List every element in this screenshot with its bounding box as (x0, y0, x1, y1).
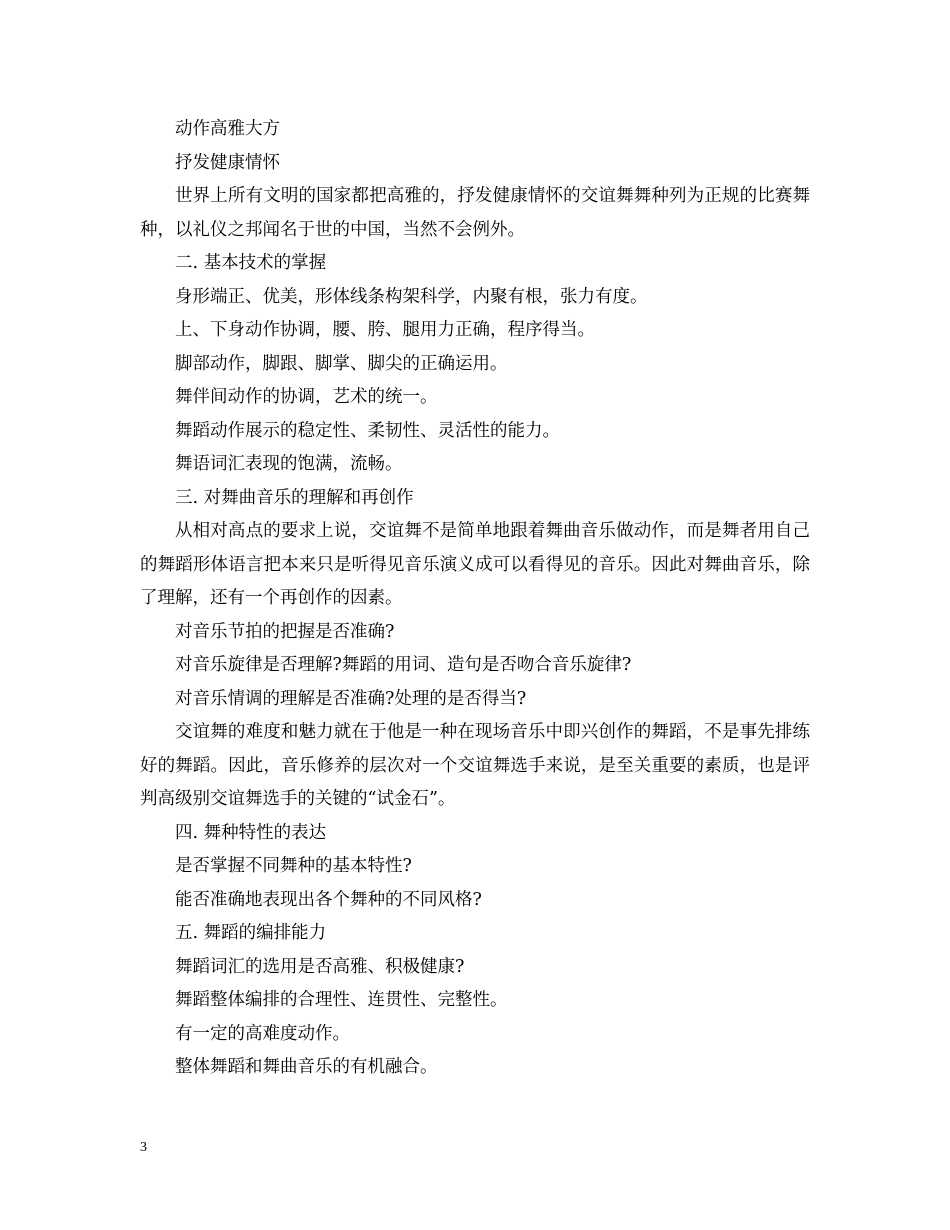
section-heading: 四. 舞种特性的表达 (175, 822, 327, 843)
section-heading: 三. 对舞曲音乐的理解和再创作 (175, 487, 414, 508)
paragraph: 交谊舞的难度和魅力就在于他是一种在现场音乐中即兴创作的舞蹈，不是事先排练好的舞蹈。因此，音乐修养的层次对一个交谊舞选手来说，是至关重要的素质，也是评判高级别交谊舞选手的关键的“试金石”。 (140, 722, 810, 809)
paragraph: 世界上所有文明的国家都把高雅的，抒发健康情怀的交谊舞舞种列为正规的比赛舞种，以礼仪之邦闻名于世的中国，当然不会例外。 (140, 186, 810, 240)
paragraph: 动作高雅大方 (175, 119, 280, 139)
paragraph: 有一定的高难度动作。 (175, 1023, 350, 1044)
paragraph: 舞语词汇表现的饱满，流畅。 (175, 454, 403, 474)
paragraph: 舞蹈动作展示的稳定性、柔韧性、灵活性的能力。 (175, 420, 560, 441)
document-body (140, 113, 810, 1085)
paragraph: 从相对高点的要求上说，交谊舞不是简单地跟着舞曲音乐做动作，而是舞者用自己的舞蹈形体语言把本来只是听得见音乐演义成可以看得见的音乐。因此对舞曲音乐，除了理解，还有一个再创作的因素。 (140, 521, 810, 608)
section-heading: 二. 基本技术的掌握 (175, 253, 327, 273)
paragraph: 对音乐节拍的把握是否准确? (175, 621, 395, 642)
paragraph: 整体舞蹈和舞曲音乐的有机融合。 (175, 1057, 438, 1077)
paragraph: 是否掌握不同舞种的基本特性? (175, 856, 412, 876)
paragraph: 舞蹈词汇的选用是否高雅、积极健康? (175, 956, 465, 977)
paragraph: 身形端正、优美，形体线条构架科学，内聚有根，张力有度。 (175, 286, 648, 307)
paragraph: 舞伴间动作的协调，艺术的统一。 (175, 387, 438, 407)
page-number: 3 (140, 1140, 147, 1155)
section-heading: 五. 舞蹈的编排能力 (175, 923, 327, 943)
paragraph: 抒发健康情怀 (175, 152, 280, 173)
paragraph: 脚部动作，脚跟、脚掌、脚尖的正确运用。 (175, 353, 508, 374)
paragraph: 舞蹈整体编排的合理性、连贯性、完整性。 (175, 990, 508, 1010)
paragraph: 对音乐情调的理解是否准确?处理的是否得当? (175, 688, 527, 709)
paragraph: 上、下身动作协调，腰、胯、腿用力正确，程序得当。 (175, 320, 595, 340)
paragraph: 对音乐旋律是否理解?舞蹈的用词、造句是否吻合音乐旋律? (175, 655, 632, 675)
paragraph: 能否准确地表现出各个舞种的不同风格? (175, 889, 482, 910)
